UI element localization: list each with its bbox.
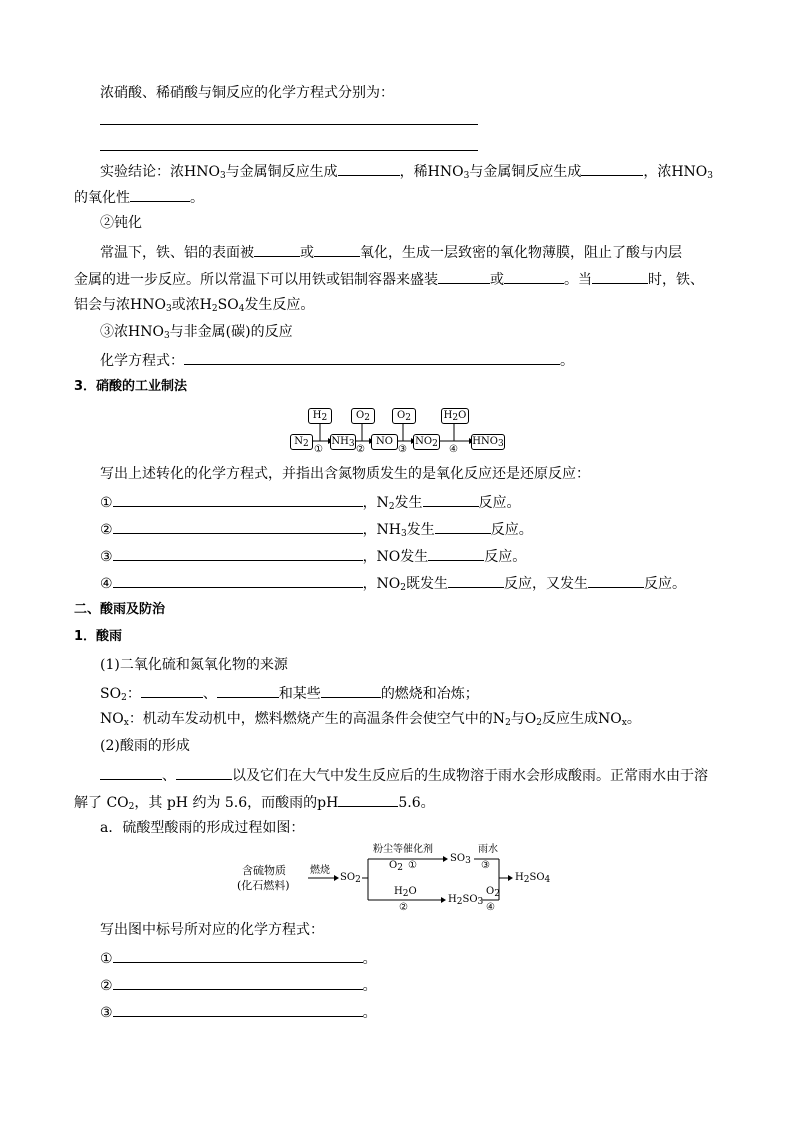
flow2-so2: $SO_2$	[340, 872, 361, 885]
flow1-num-3: ③	[398, 444, 407, 455]
flow2-num-4: ④	[486, 902, 495, 913]
flow2-so3: $SO_3$	[450, 853, 471, 866]
blank-eq-3[interactable]	[113, 1002, 363, 1017]
reagent-o2-b: $O_2$	[392, 408, 416, 424]
blank-eq-1[interactable]	[113, 948, 363, 963]
formation-heading: (2)酸雨的形成	[100, 738, 190, 754]
intro-text: 浓硝酸、稀硝酸与铜反应的化学方程式分别为：	[100, 85, 394, 101]
flow2-o2-b: $O_2$	[486, 886, 500, 899]
conversion-row-3: ③ ，NO发生 反应。	[100, 546, 526, 566]
conversion-row-1: ① ，$N_2$发生 反应。	[100, 492, 521, 512]
eq-row-1: ① 。	[100, 948, 377, 968]
passivation-line-3: 铝会与浓$HNO_3$或浓$H_2SO_4$发生反应。	[74, 297, 315, 314]
eq-row-3: ③ 。	[100, 1002, 377, 1022]
nonmetal-heading: ③浓$HNO_3$与非金属(碳)的反应	[100, 324, 293, 341]
flow2-num-1: ①	[408, 860, 417, 871]
nonmetal-equation: 化学方程式： 。	[100, 350, 574, 370]
flow2-h2so4: $H_2SO_4$	[515, 872, 551, 885]
so2-sources: $SO_2$： 、 和某些 的燃烧和冶炼；	[100, 683, 479, 703]
acid-rain-title: 1．酸雨	[74, 629, 123, 644]
catalyst-label: 粉尘等催化剂	[373, 844, 433, 855]
flow1-num-1: ①	[314, 444, 323, 455]
species-hno3: $HNO_3$	[472, 436, 504, 449]
nox-sources: $NO_x$：机动车发动机中，燃料燃烧产生的高温条件会使空气中的$N_2$与$O_2$反应生成$NO_x$。	[100, 711, 641, 728]
flow2-num-2: ②	[399, 902, 408, 913]
write-label: 写出图中标号所对应的化学方程式：	[100, 922, 324, 938]
flow1-num-4: ④	[449, 444, 458, 455]
flow2-h2so3: $H_2SO_3$	[448, 894, 484, 907]
passivation-heading: ②钝化	[100, 215, 142, 231]
flow2-h2o: $H_2O$	[394, 886, 417, 899]
passivation-line-2: 金属的进一步反应。所以常温下可以用铁或铝制容器来盛装 或 。当 时，铁、	[74, 269, 704, 289]
sources-heading: (1)二氧化硫和氮氧化物的来源	[100, 657, 288, 673]
flow2-o2-a: $O_2$	[389, 860, 403, 873]
rain-label: 雨水	[478, 844, 498, 855]
formation-line-2: 解了 $CO_2$，其 pH 约为 5.6，而酸雨的pH 5.6。	[74, 792, 435, 812]
species-no2: $NO_2$	[413, 434, 440, 450]
reagent-h2: $H_2$	[308, 408, 332, 424]
flow2-num-3: ③	[481, 860, 490, 871]
blank-eq-2[interactable]	[113, 975, 363, 990]
flow1-num-2: ②	[356, 444, 365, 455]
write-prompt: 写出上述转化的化学方程式，并指出含氮物质发生的是氧化反应还是还原反应：	[100, 466, 590, 482]
species-n2: $N_2$	[290, 434, 313, 450]
section-3-title: 3．硝酸的工业制法	[74, 379, 188, 394]
reagent-h2o: $H_2O$	[441, 408, 469, 424]
reagent-o2-a: $O_2$	[351, 408, 375, 424]
species-no: NO	[371, 434, 398, 450]
fossil-fuel: (化石燃料)	[237, 879, 290, 892]
sulfuric-intro: a．硫酸型酸雨的形成过程如图：	[100, 820, 305, 836]
formation-line-1: 、 以及它们在大气中发生反应后的生成物溶于雨水会形成酸雨。正常雨水由于溶	[100, 765, 708, 785]
sulfur-source: 含硫物质	[242, 864, 286, 877]
conversion-row-4: ④ ，$NO_2$既发生 反应，又发生 反应。	[100, 573, 686, 593]
burn-label: 燃烧	[310, 865, 330, 876]
species-nh3: $NH_3$	[331, 436, 355, 449]
conclusion-line: 实验结论：浓$HNO_3$与金属铜反应生成 ，稀$HNO_3$与金属铜反应生成 ，浓$HNO_3$	[100, 161, 713, 181]
eq-row-2: ② 。	[100, 975, 377, 995]
conclusion-line-2: 的氧化性 。	[74, 187, 204, 207]
passivation-line-1: 常温下，铁、铝的表面被 或 氧化，生成一层致密的氧化物薄膜，阻止了酸与内层	[100, 242, 682, 262]
conversion-row-2: ② ，$NH_3$发生 反应。	[100, 519, 533, 539]
part-2-title: 二、酸雨及防治	[74, 602, 166, 617]
